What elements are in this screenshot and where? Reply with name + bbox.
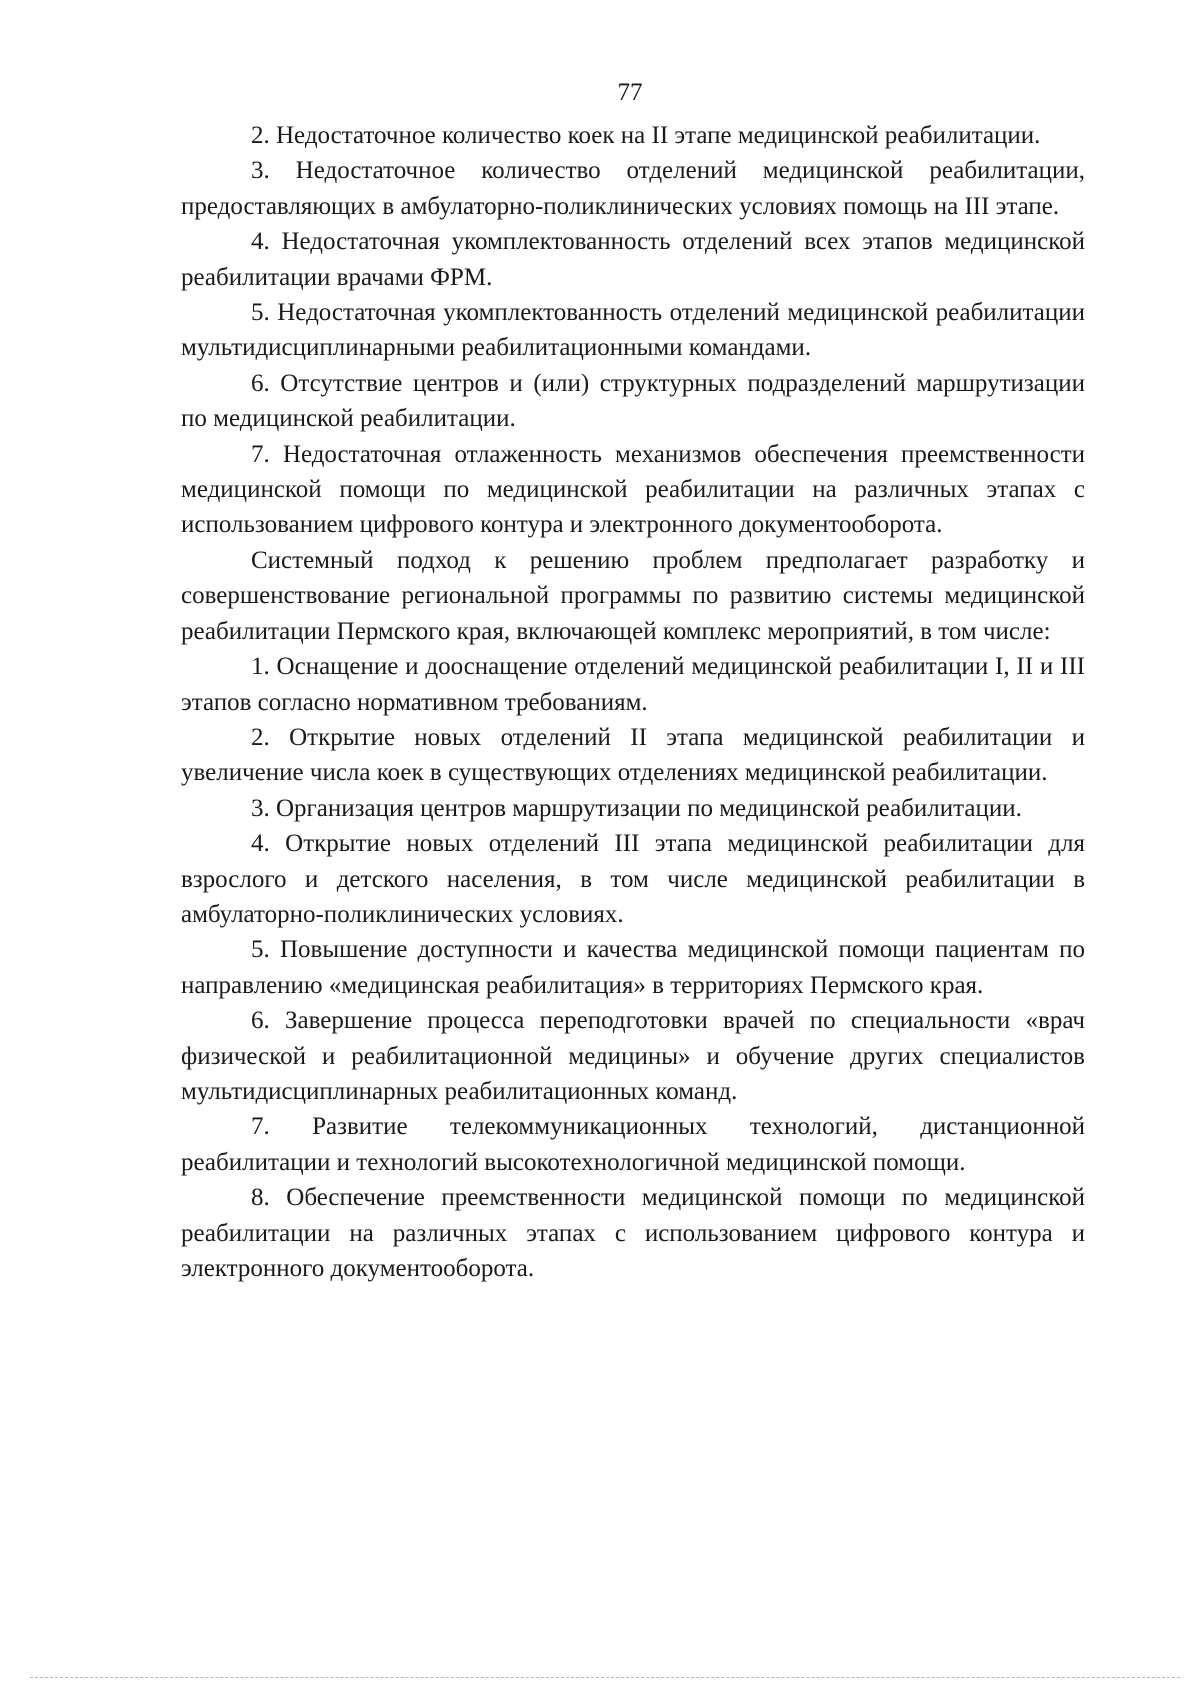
paragraph-problem-7: 7. Недостаточная отлаженность механизмов обеспечения преемственности медицинской помощи по медицинской реабилитации на различных этапах с использованием цифрового контура и электронного документооборота. [181, 440, 1085, 539]
paragraph-measure-6: 6. Завершение процесса переподготовки врачей по специальности «врач физической и реабилитационной медицины» и обучение других специалистов мультидисциплинарных реабилитационных команд. [181, 1007, 1085, 1105]
scan-bottom-edge-line [30, 1677, 1180, 1678]
paragraph-problem-6: 6. Отсутствие центров и (или) структурных подразделений маршрутизации по медицинской реабилитации. [181, 369, 1085, 433]
paragraph-measure-8: 8. Обеспечение преемственности медицинской помощи по медицинской реабилитации на различных этапах с использованием цифрового контура и электронного документооборота. [181, 1184, 1085, 1282]
paragraph-problem-5: 5. Недостаточная укомплектованность отделений медицинской реабилитации мультидисциплинарными реабилитационными командами. [181, 299, 1085, 362]
page-number: 77 [617, 79, 643, 106]
document-body [181, 118, 1085, 1286]
paragraph-problem-4: 4. Недостаточная укомплектованность отделений всех этапов медицинской реабилитации врачами ФРМ. [181, 228, 1085, 291]
paragraph-problem-3: 3. Недостаточное количество отделений медицинской реабилитации, предоставляющих в амбулаторно-поликлинических условиях помощь на III этапе. [181, 157, 1085, 220]
paragraph-measure-2: 2. Открытие новых отделений II этапа медицинской реабилитации и увеличение числа коек в существующих отделениях медицинской реабилитации. [181, 723, 1085, 787]
paragraph-system-approach: Системный подход к решению проблем предполагает разработку и совершенствование региональной программы по развитию системы медицинской реабилитации Пермского края, включающей комплекс мероприятий, в том числе: [181, 546, 1085, 645]
paragraph-measure-1: 1. Оснащение и дооснащение отделений медицинской реабилитации I, II и III этапов согласно нормативном требованиям. [181, 653, 1085, 716]
paragraph-measure-7: 7. Развитие телекоммуникационных технологий, дистанционной реабилитации и технологий высокотехнологичной медицинской помощи. [181, 1113, 1085, 1176]
paragraph-measure-3: 3. Организация центров маршрутизации по медицинской реабилитации. [251, 794, 1022, 822]
paragraph-problem-2: 2. Недостаточное количество коек на II этапе медицинской реабилитации. [251, 122, 1041, 149]
paragraph-measure-5: 5. Повышение доступности и качества медицинской помощи пациентам по направлению «медицинская реабилитация» в территориях Пермского края. [181, 936, 1085, 999]
paragraph-measure-4: 4. Открытие новых отделений III этапа медицинской реабилитации для взрослого и детского населения, в том числе медицинской реабилитации в амбулаторно-поликлинических условиях. [181, 830, 1085, 928]
